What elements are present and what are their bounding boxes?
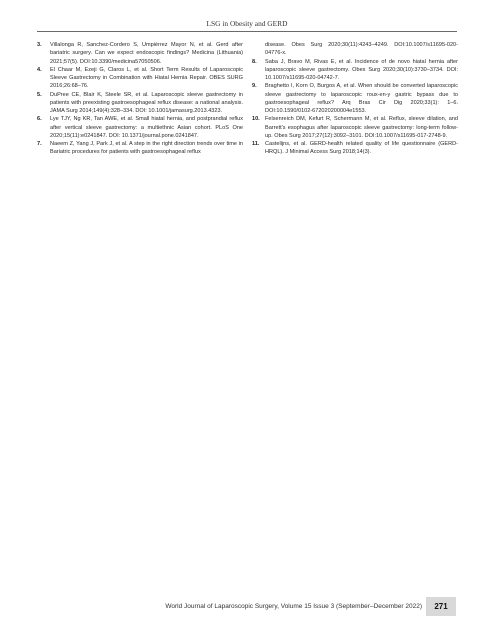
reference-text: disease. Obes Surg 2020;30(11):4243–4249. DOI:10.1007/s11695-020-04776-x. bbox=[265, 42, 458, 57]
reference-number: 3. bbox=[37, 42, 42, 48]
header-divider bbox=[37, 31, 457, 32]
reference-text: DuPree CE, Blair K, Steele SR, et al. Laparoscopic sleeve gastrectomy in patients with preexisting gastroesophageal reflux disease: a national analysis. JAMA Surg 2014;149(4):328–334. DOI: 10.1001/jamasurg.2013.4323. bbox=[50, 91, 243, 114]
references-right-column bbox=[252, 41, 458, 157]
reference-item bbox=[37, 140, 243, 157]
reference-number: 6. bbox=[37, 116, 42, 123]
reference-item bbox=[252, 58, 458, 83]
references-left-column bbox=[37, 41, 243, 157]
reference-number: 9. bbox=[252, 83, 257, 90]
reference-number: 4. bbox=[37, 66, 42, 73]
reference-number: 5. bbox=[37, 91, 42, 98]
footer-journal-citation: World Journal of Laparoscopic Surgery, Volume 15 Issue 3 (September–December 2022) bbox=[165, 603, 422, 610]
reference-number: 11. bbox=[252, 141, 260, 147]
reference-item bbox=[37, 115, 243, 140]
reference-text: Braghetto I, Korn O, Burgos A, et al. When should be converted laparoscopic sleeve gastrectomy to laparoscopic roux-en-y gastric bypass due to gastroesophageal reflux? Arq Bras Cir Dig 2020;33(1): 1–6. DOI:10.1590/0102-672020200004e1553. bbox=[265, 83, 458, 114]
reference-number: 8. bbox=[252, 58, 257, 65]
reference-item bbox=[252, 82, 458, 115]
reference-number: 7. bbox=[37, 141, 42, 147]
page-number: 271 bbox=[426, 597, 456, 616]
reference-text: Felsenreich DM, Kefurt R, Schermann M, et al. Reflux, sleeve dilation, and Barrett's esophagus after laparoscopic sleeve gastrectomy: long-term follow-up. Obes Surg 2017;27(12):3092–3101. DOI:10.1007/s11695-017-2748-9. bbox=[265, 116, 458, 139]
reference-text: Saba J, Bravo M, Rivas E, et al. Incidence of de novo hiatal hernia after laparoscopic sleeve gastrectomy. Obes Surg 2020;30(10):3730–3734. DOI: 10.1007/s11695-020-04742-7. bbox=[265, 58, 458, 81]
running-header: LSG in Obesity and GERD bbox=[206, 19, 288, 28]
reference-text: El Chaar M, Ezeji G, Claros L, et al. Short Term Results of Laparoscopic Sleeve Gastrectomy in Combination with Hiatal Hernia Repair. OBES SURG 2016;26:68–76. bbox=[50, 66, 243, 90]
reference-number: 10. bbox=[252, 116, 260, 123]
reference-item bbox=[37, 41, 243, 66]
reference-text: Lye TJY, Ng KR, Tan AWE, et al. Small hiatal hernia, and postprandial reflux after vertical sleeve gastrectomy: a multiethnic Asian cohort. PLoS One 2020;15(11):e0241847. DOI: 10.1371/journal.pone.0241847. bbox=[50, 116, 243, 139]
reference-text: Castelijns, et al. GERD-health related quality of life questionnaire (GERD-HRQL). J Minimal Access Surg 2018;14(3). bbox=[265, 141, 458, 156]
reference-text: Naeem Z, Yang J, Park J, et al. A step in the right direction trends over time in Bariatric procedures for patients with gastroesophageal reflux bbox=[50, 141, 243, 156]
reference-item bbox=[37, 66, 243, 91]
reference-text: Villalonga R, Sanchez-Cordero S, Umpiérrez Mayor N, et al. Gerd after bariatric surgery. Can we expect endoscopic findings? Medicina (Lithuania) 2021;57(5). DOI:10.3390/medicina57050506. bbox=[50, 42, 243, 65]
reference-item bbox=[252, 115, 458, 140]
reference-item bbox=[252, 140, 458, 157]
reference-item bbox=[37, 91, 243, 116]
reference-item bbox=[252, 41, 458, 58]
